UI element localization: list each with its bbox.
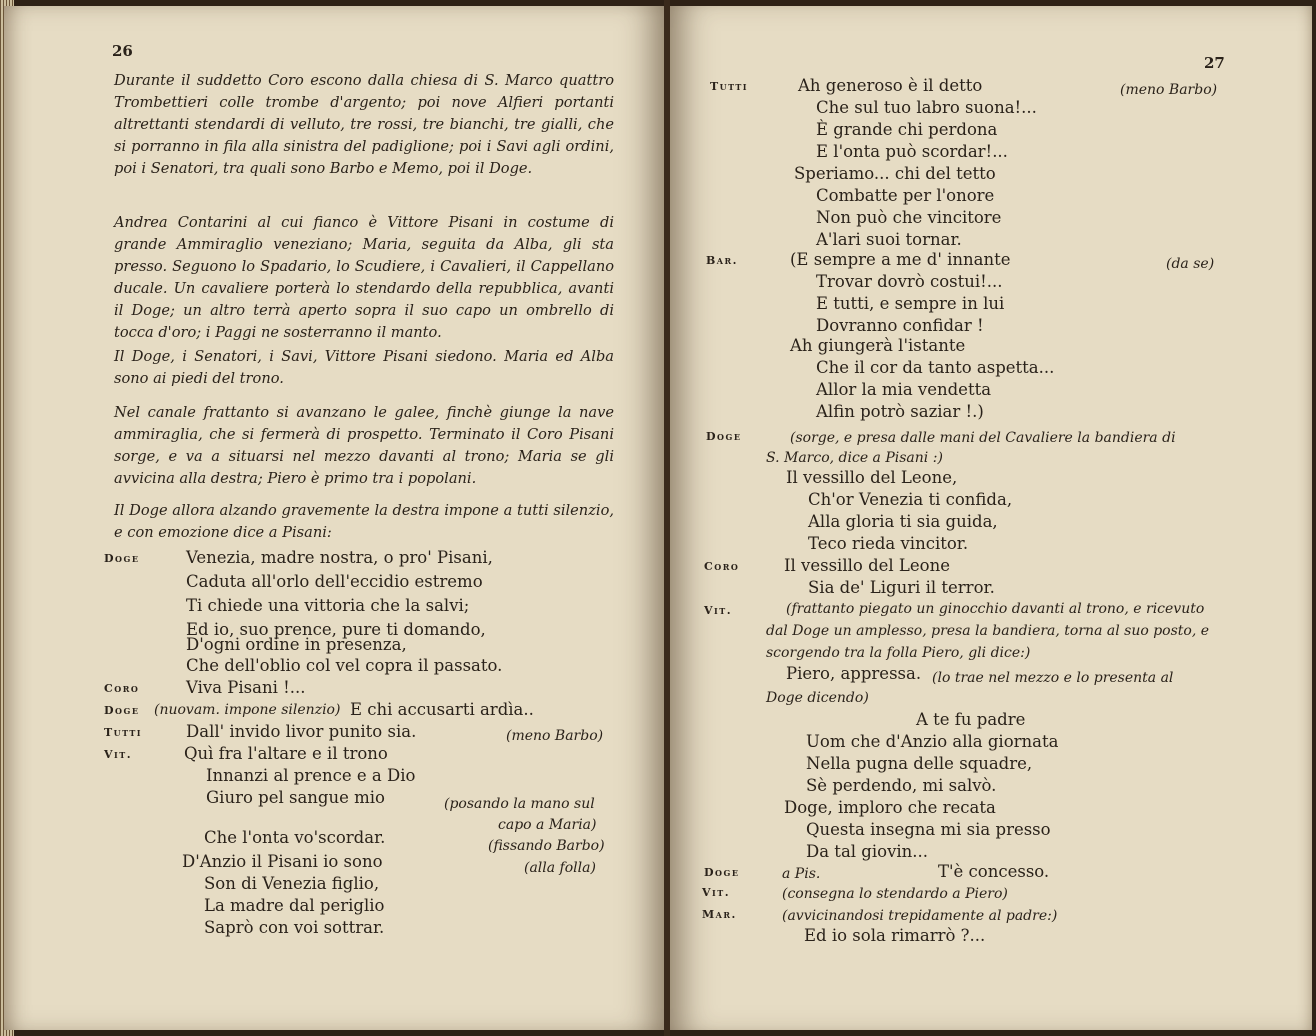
- verse-line: A te fu padre: [916, 710, 1026, 729]
- verse-line: Ah generoso è il detto: [798, 76, 983, 95]
- verse-line: Quì fra l'altare e il trono: [184, 744, 388, 763]
- stage-direction: (meno Barbo): [1120, 82, 1218, 98]
- verse-line: Ch'or Venezia ti confida,: [808, 490, 1013, 509]
- stage-direction: (alla folla): [524, 860, 596, 876]
- right-page: [670, 6, 1312, 1030]
- verse-line: Sè perdendo, mi salvò.: [806, 776, 997, 795]
- verse-line: A'lari suoi tornar.: [816, 230, 962, 249]
- stage-direction: (nuovam. impone silenzio): [154, 702, 341, 718]
- verse-line: Dall' invido livor punito sia.: [186, 722, 417, 741]
- verse-line: Alfin potrò saziar !.): [816, 402, 984, 421]
- verse-line: D'ogni ordine in presenza,: [186, 635, 407, 654]
- verse-line: Trovar dovrò costui!...: [816, 272, 1003, 291]
- page-number-right: 27: [1204, 54, 1225, 72]
- verse-line: Son di Venezia figlio,: [204, 874, 380, 893]
- verse-line: Ah giungerà l'istante: [790, 336, 966, 355]
- verse-line: Che dell'oblio col vel copra il passato.: [186, 656, 503, 675]
- stage-direction: (meno Barbo): [506, 728, 604, 744]
- stage-direction: (posando la mano sul: [444, 796, 595, 812]
- verse-line: Ed io sola rimarrò ?...: [804, 926, 986, 945]
- stage-direction: S. Marco, dice a Pisani :): [766, 450, 943, 466]
- stage-direction: (avvicinandosi trepidamente al padre:): [782, 908, 1058, 924]
- stage-direction: (consegna lo stendardo a Piero): [782, 886, 1008, 902]
- verse-line: Viva Pisani !...: [186, 678, 306, 697]
- verse-line: Innanzi al prence e a Dio: [206, 766, 416, 785]
- stage-direction-4: Nel canale frattanto si avanzano le galee, finchè giunge la nave ammiraglia, che si fermerà di prospetto. Terminato il Coro Pisani sorge, e va a situarsi nel mezzo davanti al trono; Maria se gli avvicina alla destra; Piero è primo tra i popolani.: [114, 404, 614, 487]
- verse-line: Non può che vincitore: [816, 208, 1002, 227]
- verse-line: Il vessillo del Leone: [784, 556, 950, 575]
- verse-line: Il vessillo del Leone,: [786, 468, 958, 487]
- speaker-mar: Mar.: [702, 908, 737, 921]
- verse-line: Giuro pel sangue mio: [206, 788, 385, 807]
- verse-line: È grande chi perdona: [816, 120, 998, 139]
- speaker-coro: Coro: [704, 560, 740, 573]
- verse-line: E chi accusarti ardìa..: [350, 700, 534, 719]
- stage-direction: (sorge, e presa dalle mani del Cavaliere la bandiera di: [790, 430, 1176, 446]
- verse-line: Da tal giovin...: [806, 842, 929, 861]
- stage-direction-2: Andrea Contarini al cui fianco è Vittore Pisani in costume di grande Ammiraglio veneziano; Maria, seguita da Alba, gli sta presso. Seguono lo Spadario, lo Scudiere, i Cavalieri, il Cappellano ducale. Un cavaliere porterà lo stendardo della repubblica, avanti il Doge; un altro terrà aperto sopra il suo capo un ombrello di tocca d'oro; i Paggi ne sosterranno il manto.: [114, 214, 614, 341]
- stage-direction-1: Durante il suddetto Coro escono dalla chiesa di S. Marco quattro Trombettieri colle trombe d'argento; poi nove Alfieri portanti altrettanti stendardi di velluto, tre rossi, tre bianchi, tre gialli, che si porranno in fila alla sinistra del padiglione; poi i Savi agli ordini, poi i Senatori, tra quali sono Barbo e Memo, poi il Doge.: [114, 72, 614, 177]
- verse-line: Alla gloria ti sia guida,: [808, 512, 998, 531]
- stage-direction-5: Il Doge allora alzando gravemente la destra impone a tutti silenzio, e con emozione dice a Pisani:: [114, 502, 614, 541]
- verse-line: Allor la mia vendetta: [816, 380, 992, 399]
- verse-line: La madre dal periglio: [204, 896, 385, 915]
- verse-line: Sia de' Liguri il terror.: [808, 578, 995, 597]
- verse-line: E tutti, e sempre in lui: [816, 294, 1005, 313]
- verse-line: Uom che d'Anzio alla giornata: [806, 732, 1059, 751]
- left-page: [4, 6, 664, 1030]
- speaker-vit: Vit.: [702, 886, 731, 899]
- verse-line: Piero, appressa.: [786, 664, 922, 683]
- verse-line: Questa insegna mi sia presso: [806, 820, 1051, 839]
- stage-direction: a Pis.: [782, 866, 821, 882]
- verse-line: Ti chiede una vittoria che la salvi;: [186, 596, 470, 615]
- speaker-tutti: Tutti: [710, 80, 749, 93]
- speaker-doge: Doge: [104, 552, 140, 565]
- verse-line: T'è concesso.: [938, 862, 1050, 881]
- speaker-vit: Vit.: [104, 748, 133, 761]
- verse-line: Teco rieda vincitor.: [808, 534, 969, 553]
- verse-line: Speriamo... chi del tetto: [794, 164, 996, 183]
- verse-line: E l'onta può scordar!...: [816, 142, 1008, 161]
- verse-line: Che il cor da tanto aspetta...: [816, 358, 1055, 377]
- verse-line: Che l'onta vo'scordar.: [204, 828, 386, 847]
- speaker-tutti: Tutti: [104, 726, 143, 739]
- stage-direction: (lo trae nel mezzo e lo presenta al: [932, 670, 1174, 686]
- speaker-vit: Vit.: [704, 604, 733, 617]
- verse-line: Doge, imploro che recata: [784, 798, 996, 817]
- verse-line: Caduta all'orlo dell'eccidio estremo: [186, 572, 483, 591]
- stage-direction: capo a Maria): [498, 817, 597, 833]
- verse-line: Che sul tuo labro suona!...: [816, 98, 1037, 117]
- verse-line: D'Anzio il Pisani io sono: [182, 852, 383, 871]
- verse-line: (E sempre a me d' innante: [790, 250, 1011, 269]
- verse-line: Combatte per l'onore: [816, 186, 995, 205]
- speaker-bar: Bar.: [706, 254, 738, 267]
- verse-line: Venezia, madre nostra, o pro' Pisani,: [186, 548, 493, 567]
- speaker-coro: Coro: [104, 682, 140, 695]
- verse-line: Nella pugna delle squadre,: [806, 754, 1033, 773]
- stage-direction: (frattanto piegato un ginocchio davanti al trono, e ricevuto dal Doge un amplesso, presa la bandiera, torna al suo posto, e scorgendo tra la folla Piero, gli dice:): [766, 601, 1210, 661]
- verse-line: Ed io, suo prence, pure ti domando,: [186, 620, 486, 639]
- page-number-left: 26: [112, 42, 133, 60]
- stage-direction-3: Il Doge, i Senatori, i Savi, Vittore Pisani siedono. Maria ed Alba sono ai piedi del trono.: [114, 348, 614, 387]
- stage-direction: (fissando Barbo): [488, 838, 605, 854]
- verse-line: Dovranno confidar !: [816, 316, 984, 335]
- verse-line: Saprò con voi sottrar.: [204, 918, 385, 937]
- speaker-doge: Doge: [104, 704, 140, 717]
- stage-direction: (da se): [1166, 256, 1215, 272]
- speaker-doge: Doge: [704, 866, 740, 879]
- stage-direction: Doge dicendo): [766, 690, 869, 706]
- speaker-doge: Doge: [706, 430, 742, 443]
